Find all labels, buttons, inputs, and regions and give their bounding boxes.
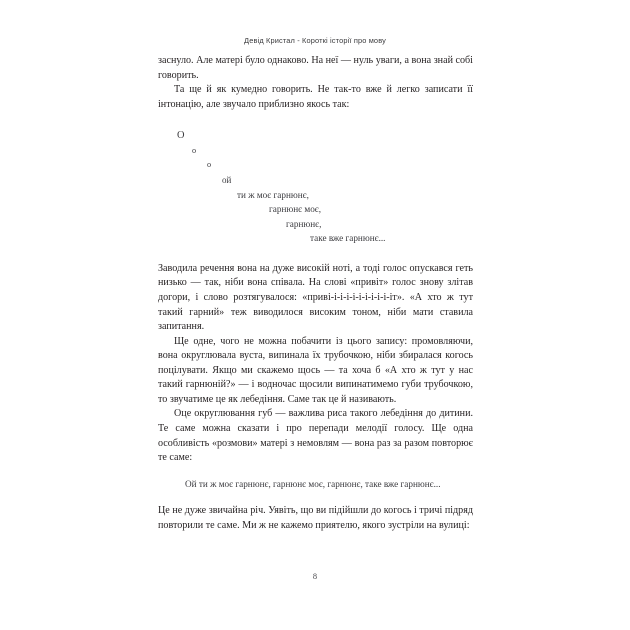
spacer <box>158 246 473 262</box>
verse-line: о <box>207 160 212 170</box>
verse-line: О <box>177 130 185 142</box>
paragraph: заснуло. Але матері було однаково. На неї — нуль уваги, а вона знай собі говорить. <box>158 55 473 81</box>
spacer <box>158 491 473 504</box>
page-text-block <box>158 54 473 533</box>
spacer <box>158 466 473 477</box>
verse-line: таке вже гарнюнє... <box>310 233 386 244</box>
page-number: 8 <box>312 572 318 581</box>
spacer <box>158 112 473 129</box>
paragraph: Оце округлювання губ — важлива риса такого лебедіння до дитини. Те саме можна сказати і про перепади мелодії голосу. Ще одна особливість «розмови» матері з немовлям — вона раз за разом повторює те саме: <box>158 408 473 464</box>
verse-staircase <box>158 129 473 246</box>
paragraph: Заводила речення вона на дуже високій ноті, а тоді голос опускався геть низько — так, ніби вона співала. На слові «привіт» голос знову злітав догори, і слово розтягувалося: «приві-і-і-і-і-і-і-і-і-і-іт». «А хто ж тут такий гарний» теж виводилося високим тоном, ніби мати ставила запитання. <box>158 262 473 333</box>
paragraph: Це не дуже звичайна річ. Уявіть, що ви підійшли до когось і тричі підряд повторили те саме. Ми ж не кажемо приятелю, якого зустріли на вулиці: <box>158 505 473 531</box>
pull-quote: Ой ти ж моє гарнюнє, гарнюнє моє, гарнюнє, таке вже гарнюнє... <box>185 478 441 489</box>
running-head: Девід Кристал - Короткі історії про мову <box>244 36 386 45</box>
verse-line: о <box>192 145 197 155</box>
verse-line: ой <box>222 174 232 185</box>
verse-line: гарнюнє, <box>286 218 322 229</box>
paragraph: Ще одне, чого не можна побачити із цього запису: промовляючи, вона округлювала вуста, випинала їх трубочкою, ніби збиралася когось поцілувати. Якщо ми скажемо щось — та хоча б «А хто ж тут у нас такий гарнюній?» — і водночас щосили випинатимемо губи трубочкою, то звучатиме це як лебедіння. Саме так це й називають. <box>158 335 473 405</box>
paragraph: Та ще й як кумедно говорить. Не так-то вже й легко записати її інтонацію, але звучало приблизно якось так: <box>158 84 473 110</box>
verse-line: ти ж моє гарнюнє, <box>237 189 309 200</box>
verse-line: гарнюнє моє, <box>269 204 322 215</box>
